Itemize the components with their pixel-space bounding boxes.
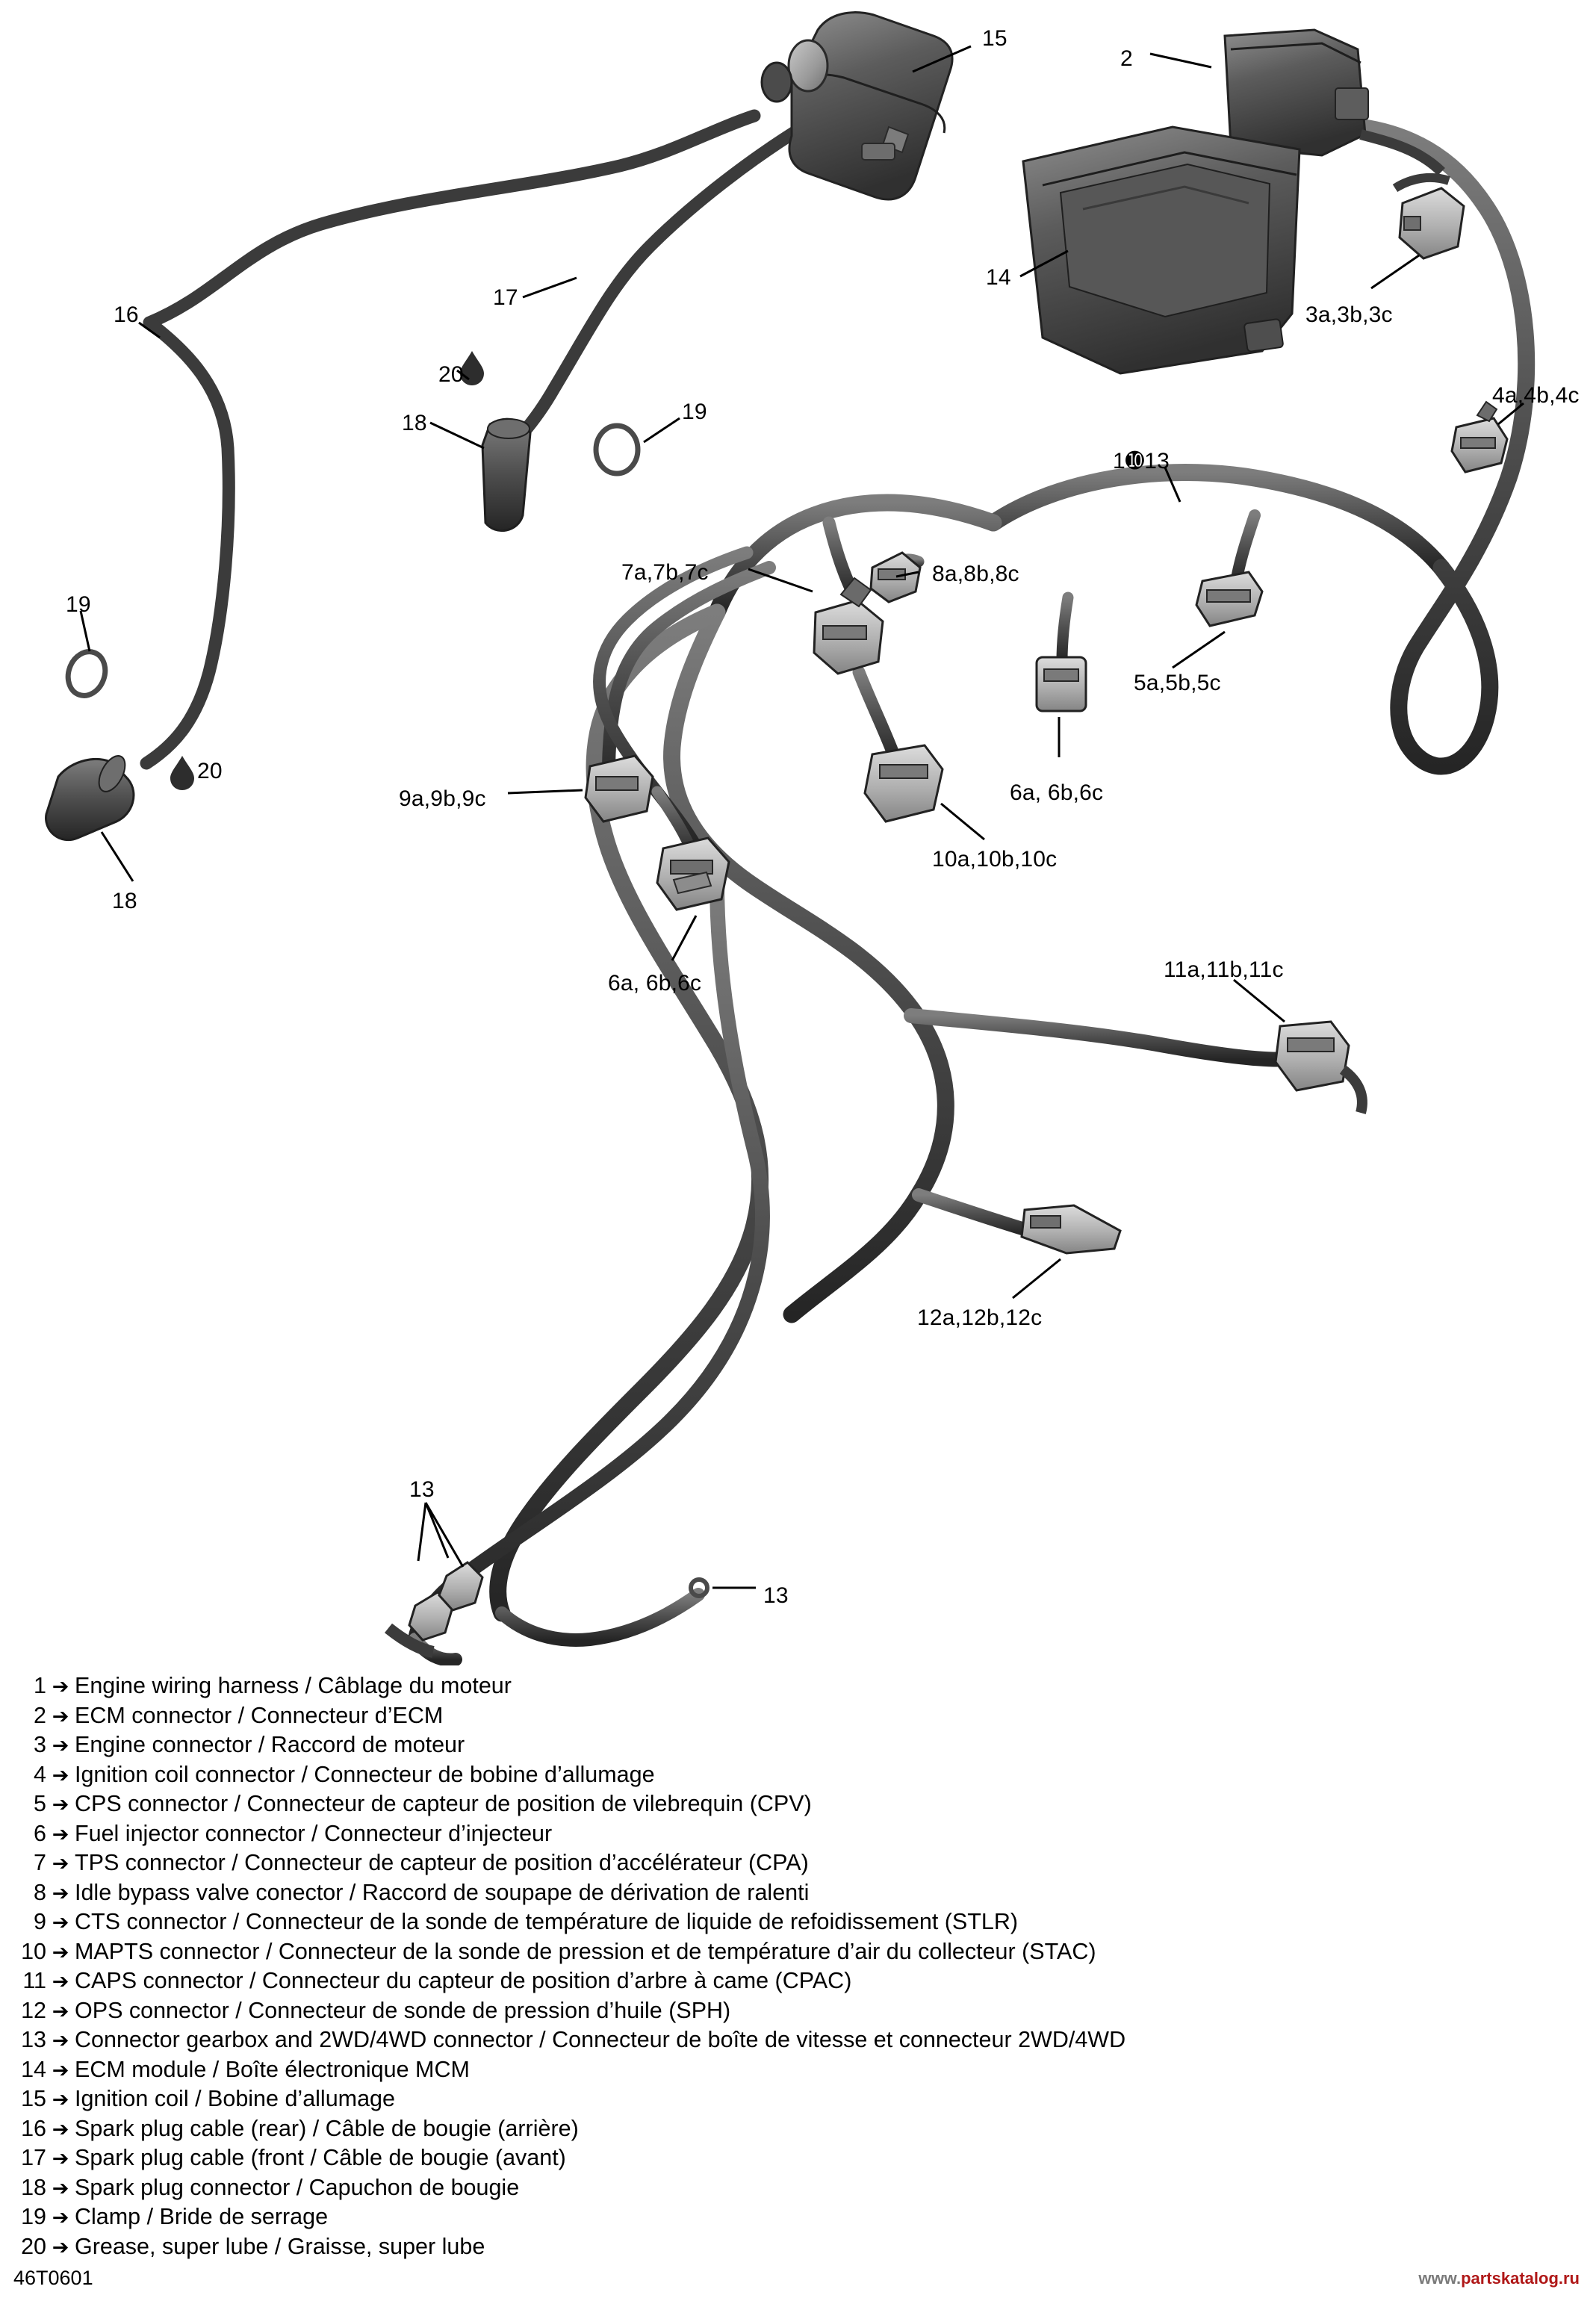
callout-6abc-upper: 6a, 6b,6c [1010,780,1104,805]
callout-13-right: 13 [763,1583,789,1608]
arrow-icon: ➔ [52,1675,69,1698]
arrow-icon: ➔ [52,2029,69,2052]
legend-label: Spark plug cable (rear) / Câble de bougie (arrière) [75,2115,579,2141]
legend-item [13,2173,1582,2203]
arrow-icon: ➔ [52,2088,69,2111]
cps-connector-5 [1196,572,1262,626]
legend-number: 15 [21,2086,46,2111]
callout-2: 2 [1120,46,1133,71]
legend-number: 8 [34,1879,46,1905]
arrow-icon: ➔ [52,1793,69,1816]
clamp-19-top [596,426,638,473]
leader-lines [81,46,1524,1588]
legend-label: TPS connector / Connecteur de capteur de position d’accélérateur (CPA) [75,1850,809,1875]
legend-item [13,1848,1582,1878]
arrow-icon: ➔ [52,2058,69,2081]
legend-item [13,1907,1582,1937]
legend-item [13,1937,1582,1967]
tps-connector-7 [814,578,883,674]
engine-connector-3 [1395,178,1464,258]
legend-label: Ignition coil connector / Connecteur de bobine d’allumage [75,1761,655,1787]
legend-number: 13 [21,2027,46,2052]
callout-9abc: 9a,9b,9c [399,786,486,811]
legend-item [13,1671,1582,1701]
legend-item [13,2232,1582,2262]
legend-number: 12 [21,1997,46,2023]
arrow-icon: ➔ [52,1704,69,1727]
callout-5abc: 5a,5b,5c [1134,671,1221,695]
legend-label: OPS connector / Connecteur de sonde de pression d’huile (SPH) [75,1997,731,2023]
callout-8abc: 8a,8b,8c [932,562,1019,586]
legend-list [13,1671,1582,2261]
watermark [1418,2269,1580,2288]
callout-11abc: 11a,11b,11c [1164,957,1284,982]
legend-item [13,2143,1582,2173]
arrow-icon: ➔ [52,2235,69,2258]
legend-label: Clamp / Bride de serrage [75,2204,329,2229]
legend-number: 2 [34,1702,46,1728]
legend-item [13,1701,1582,1731]
arrow-icon: ➔ [52,1763,69,1786]
legend-item [13,2055,1582,2085]
legend-number: 7 [34,1850,46,1875]
arrow-icon: ➔ [52,1911,69,1934]
arrow-icon: ➔ [52,1940,69,1963]
harness-wires [146,116,1527,1660]
grease-drop-20-left [170,756,194,790]
legend-item [13,1819,1582,1849]
legend-label: CAPS connector / Connecteur du capteur de position d’arbre à came (CPAC) [75,1968,852,1993]
arrow-icon: ➔ [52,2117,69,2140]
mapts-connector-10 [865,745,943,822]
ignition-coil-15 [762,13,952,199]
cts-connector-9 [586,756,653,822]
legend-label: ECM module / Boîte électronique MCM [75,2056,470,2082]
legend-item [13,1730,1582,1760]
legend-number: 19 [21,2204,46,2229]
legend-label: Grease, super lube / Graisse, super lube [75,2233,485,2259]
legend-number: 16 [21,2115,46,2141]
legend-label: ECM connector / Connecteur d’ECM [75,1702,444,1728]
legend-number: 4 [34,1761,46,1787]
callout-19-left: 19 [66,592,91,617]
legend-number: 9 [34,1909,46,1934]
callout-3abc: 3a,3b,3c [1305,302,1393,327]
legend-number: 3 [34,1732,46,1757]
ecm-module-14 [1023,127,1300,373]
legend-label: MAPTS connector / Connecteur de la sonde de pression et de température d’air du collecteur (STAC) [75,1938,1096,1964]
legend-number: 11 [22,1968,46,1993]
legend-number: 18 [21,2174,46,2200]
legend-label: Spark plug connector / Capuchon de bougie [75,2174,520,2200]
ignition-coil-connector-4 [1452,402,1507,472]
legend-label: Spark plug cable (front / Câble de bougie (avant) [75,2145,566,2170]
arrow-icon: ➔ [52,1881,69,1904]
arrow-icon: ➔ [52,2147,69,2170]
spark-plug-connector-18-bottom [46,751,134,839]
legend-item [13,1789,1582,1819]
arrow-icon: ➔ [52,1822,69,1845]
legend-label: Engine wiring harness / Câblage du moteur [75,1673,512,1698]
callout-16: 16 [114,302,139,327]
legend-number: 17 [21,2145,46,2170]
callout-20-top: 20 [438,362,464,387]
legend-item [13,1966,1582,1996]
callout-7abc: 7a,7b,7c [621,560,709,585]
callout-15: 15 [982,26,1007,51]
legend-label: Ignition coil / Bobine d’allumage [75,2086,395,2111]
document-code: 46T0601 [13,2267,93,2289]
callout-18-top: 18 [402,411,427,435]
legend-label: Connector gearbox and 2WD/4WD connector / Connecteur de boîte de vitesse et connecteur 2WD/4WD [75,2027,1126,2052]
arrow-icon: ➔ [52,1970,69,1993]
grease-drop-20-top [460,351,484,385]
watermark-prefix: www. [1418,2269,1462,2288]
arrow-icon: ➔ [52,1852,69,1875]
legend-number: 20 [21,2233,46,2259]
arrow-icon: ➔ [52,1734,69,1757]
watermark-domain: partskatalog.ru [1461,2269,1580,2288]
callout-13-left: 13 [409,1477,435,1502]
callout-17: 17 [493,285,518,310]
ops-connector-12 [1022,1205,1120,1253]
callout-12abc: 12a,12b,12c [917,1305,1043,1330]
callout-20-left: 20 [197,759,223,783]
callout-1-to-13: 1➓13 [1113,449,1170,473]
legend-item [13,1996,1582,2026]
legend-item [13,2114,1582,2144]
legend-item [13,2084,1582,2114]
legend-number: 10 [21,1938,46,1964]
fuel-injector-connector-6-upper [1037,657,1086,711]
legend-label: Engine connector / Raccord de moteur [75,1732,465,1757]
clamp-19-left [62,647,111,701]
legend-number: 14 [21,2056,46,2082]
legend-item [13,1760,1582,1790]
arrow-icon: ➔ [52,1999,69,2022]
fuel-injector-connector-6-lower [657,838,729,910]
legend-item [13,1878,1582,1908]
callout-18-bottom: 18 [112,889,137,913]
callout-4abc: 4a,4b,4c [1492,383,1580,408]
legend-number: 5 [34,1791,46,1816]
spark-plug-connector-18-top [482,419,530,531]
legend-number: 6 [34,1820,46,1846]
arrow-icon: ➔ [52,2176,69,2199]
arrow-icon: ➔ [52,2206,69,2229]
legend-label: Fuel injector connector / Connecteur d’injecteur [75,1820,553,1846]
legend-item [13,2202,1582,2232]
legend-number: 1 [34,1673,46,1698]
callout-19-top: 19 [682,400,707,424]
idle-bypass-valve-connector-8 [871,553,920,602]
caps-connector-11 [1276,1022,1362,1113]
callout-10abc: 10a,10b,10c [932,847,1058,872]
legend-item [13,2025,1582,2055]
callout-6abc-lower: 6a, 6b,6c [608,971,702,996]
legend-label: CPS connector / Connecteur de capteur de position de vilebrequin (CPV) [75,1791,812,1816]
callout-14: 14 [986,265,1011,290]
legend-label: Idle bypass valve conector / Raccord de soupape de dérivation de ralenti [75,1879,810,1905]
legend-label: CTS connector / Connecteur de la sonde de température de liquide de refoidissement (STLR) [75,1909,1019,1934]
